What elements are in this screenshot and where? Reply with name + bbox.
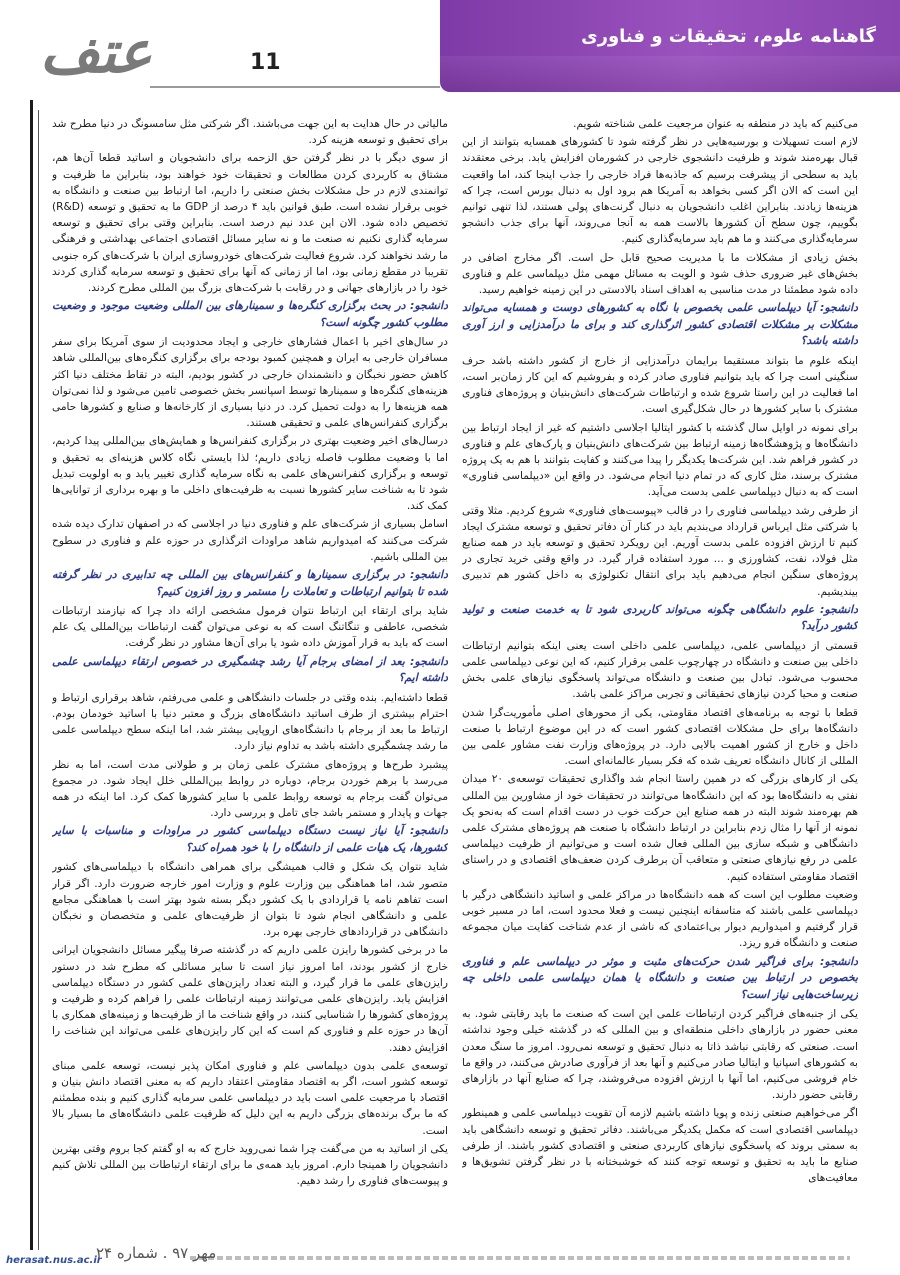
footer-dotted-bar — [190, 1256, 850, 1260]
interview-question: دانشجو: در بحث برگزاری کنگره‌ها و سمینارهای بین المللی وضعیت موجود و وضعیت مطلوب کشور چگونه است؟ — [52, 299, 448, 329]
source-credit: herasat.nus.ac.ir — [6, 1255, 102, 1266]
left-border-thin-line — [38, 110, 39, 1250]
magazine-title: گاهنامه علوم، تحقیقات و فناوری — [581, 26, 876, 47]
paragraph: اگر می‌خواهیم صنعتی زنده و پویا داشته باشیم لازمه آن تقویت دیپلماسی علمی و همینطور دیپلماسی اقتصادی است که مکمل یکدیگر می‌باشند. دفاتر تحقیق و توسعه دانشگاهی باید به سمتی بروند که پاسخگوی نیازهای کاربردی صنعتی و اقتصادی کشور باشند. از طرفی صنایع ما باید به تحقیق و توسعه توجه کنند که خوشبختانه با در نظر گرفتن تشویق‌ها و معافیت‌های — [462, 1107, 858, 1185]
interview-question: دانشجو: بعد از امضای برجام آیا رشد چشمگیری در خصوص ارتقاء دیپلماسی علمی داشته ایم؟ — [52, 654, 448, 685]
paragraph: وضعیت مطلوب این است که همه دانشگاه‌ها در مراکز علمی و اساتید دانشگاهی درگیر با دیپلماسی علمی باشند که متاسفانه اینچنین نیست و فعلا محدود است، اما در مسیر خوبی قرار گرفتیم و امیدواریم دیوار بی‌اعتمادی که ناشی از عدم شناخت کفایت میان مجموعه صنعت و دانشگاه فرو ریزد. — [462, 888, 858, 950]
issue-label: مهر ۹۷ . شماره ۲۴ — [96, 1244, 217, 1262]
interview-question: دانشجو: آیا دیپلماسی علمی بخصوص با نگاه به کشورهای دوست و همسایه می‌تواند مشکلات بر مشکلات اقتصادی کشور اثرگذاری کند و برای ما درآمدزایی و ارز آوری داشته باشد؟ — [462, 301, 858, 348]
interview-question: دانشجو: در برگزاری سمینارها و کنفرانس‌های بین المللی چه تدابیری در نظر گرفته شده تا بتوانیم ارتباطات و تعاملات را مستمر و روز افزون کنیم؟ — [52, 568, 448, 598]
paragraph: مالیاتی در حال هدایت به این جهت می‌باشند. اگر شرکتی مثل سامسونگ در دنیا مطرح شد برای تحقیق و توسعه هزینه کرد. — [52, 118, 448, 147]
paragraph: می‌کنیم که باید در منطقه به عنوان مرجعیت علمی شناخته شویم. — [573, 118, 858, 130]
interview-question: دانشجو: علوم دانشگاهی چگونه می‌تواند کاربردی شود تا به خدمت صنعت و تولید کشور درآید؟ — [462, 602, 858, 633]
paragraph: اسامل بسیاری از شرکت‌های علم و فناوری دنیا در اجلاسی که در اصفهان تدارک دیده شده شرکت می‌کنند که امیدواریم شاهد مراودات اثرگذاری در حوزه علم و فناوری در سطوح بین المللی باشیم. — [52, 518, 448, 563]
paragraph: بخش زیادی از مشکلات ما با مدیریت صحیح قابل حل است. اگر مخارج اضافی در بخش‌های غیر ضروری حذف شود و الویت به مسائل مهمی مثل دیپلماسی علم و فناوری داده شود مطمئنا در مدت مناسبی به اهداف اسناد بالادستی در این زمینه خواهیم رسید. — [462, 251, 858, 297]
paragraph: از طرفی رشد دیپلماسی فناوری را در قالب «پیوست‌های فناوری» شروع کردیم. مثلا وقتی با شرکتی مثل ایرباس قرارداد می‌بندیم باید در کنار آن دفاتر تحقیق و توسعه مشترک ایجاد کنیم تا ارزش افزوده علمی بدست آوریم. این رویکرد تحقیق و توسعه باید در همه صنایع مثل فولاد، نفت، کشاورزی و ... مورد استفاده قرار گیرد. در واقع وقتی خرید تجاری در پروژه‌های سنگین انجام می‌دهیم باید برای انتقال تکنولوژی به داخل کشور هم تدبیری بیندیشیم. — [462, 504, 858, 598]
paragraph: یکی از اساتید به من می‌گفت چرا شما نمی‌روید خارج که به او گفتم کجا بروم وقتی بهترین دانشجویان را همینجا دارم. امروز باید همه‌ی ما برای ارتقاء ارتباطات بین المللی تلاش کنیم و پیوست‌های فناوری را رشد دهیم. — [52, 1142, 448, 1188]
paragraph: اینکه علوم ما بتواند مستقیما برایمان درآمدزایی از خارج از کشور داشته باشد حرف سنگینی است چرا که باید بتوانیم فناوری صادر کرده و بفروشیم که این کار زمان‌بر است، اما فعالیت در این راستا شروع شده و ارتباطات شرکت‌های دانش‌بنیان و پروژه‌های فناوری مشترک با سایر کشورها در حال شکل‌گیری است. — [462, 354, 858, 416]
paragraph: ما در برخی کشورها رایزن علمی داریم که در گذشته صرفا پیگیر مسائل دانشجویان ایرانی خارج از کشور بودند، اما امروز نیاز است تا سایر مسائلی که مطرح شد در دستور رایزن‌های علمی ما قرار گیرد، و البته تعداد رایزن‌های علمی کشور در دستگاه دیپلماسی افزایش یابد. رایزن‌های علمی می‌توانند زمینه ارتباطات علمی را فراهم کرده و ظرفیت و پروژه‌های کشورها را شناسایی کنند، در واقع شناخت ما از ظرفیت‌ها و زمینه‌های همکاری با آن‌ها در حوزه علم و فناوری کم است که این کار رایزن‌های علمی می‌تواند این شناخت را افزایش دهند. — [52, 944, 448, 1054]
left-border-line — [30, 100, 33, 1250]
paragraph: برای نمونه در اوایل سال گذشته با کشور ایتالیا اجلاسی داشتیم که غیر از ایجاد ارتباط بین دانشگاه‌ها و پژوهشگاه‌ها زمینه ارتباط بین شرکت‌های دانش‌بنیان و پارک‌های علم و فناوری در کشور فراهم شد. این شرکت‌ها یکدیگر را پیدا می‌کنند و کفایت بتوانند با هم به یک پروژه مشترک برسند، مثل کاری که در تمام دنیا انجام می‌شود. در واقع این «دیپلماسی فناوری» است که به دنبال دیپلماسی علمی بدست می‌آید. — [462, 421, 858, 499]
paragraph: قسمتی از دیپلماسی علمی، دیپلماسی علمی داخلی است یعنی اینکه بتوانیم ارتباطات داخلی بین صنعت و دانشگاه در چهارچوب علمی برقرار کنیم، که این نوعی دیپلماسی علمی محسوب می‌شود. تبادل بین صنعت و دانشگاه می‌تواند پاسخگوی نیازهای علمی بخش صنعت و محیا کردن نیازهای تحقیقاتی و تجربی مراکز علمی باشد. — [462, 639, 858, 701]
paragraph: شاید برای ارتقاء این ارتباط نتوان فرمول مشخصی ارائه داد چرا که نیازمند ارتباطات شخصی، عاطفی و تنگاتنگ است که به نوعی می‌توان گفت ارتباطات بین‌المللی یک علم است که باید به قرار آموزش داده شود یا برای آن‌ها مشاور در نظر گرفت. — [52, 605, 448, 650]
interview-question: دانشجو: برای فراگیر شدن حرکت‌های مثبت و موثر در دیپلماسی علم و فناوری بخصوص در ارتباط بین صنعت و دانشگاه یا همان دیپلماسی علمی داخلی چه زیرساخت‌هایی نیاز است؟ — [462, 954, 858, 1001]
paragraph: لازم است تسهیلات و بورسیه‌هایی در نظر گرفته شود تا کشورهای همسایه بتوانند از این قبال بهره‌مند شوند و ظرفیت دانشجوی خارجی در کشورمان افزایش یابد. برخی معتقدند باید به سطحی از پیشرفت برسیم که جاذبه‌ها فراد خارجی را جذب اینجا کند، اما واقعیت این است که الان اگر کسی بخواهد به آمریکا هم برود اول به دنبال بورس است، چرا که هزینه‌ها زیادند. بنابراین اغلب دانشجویان به دنبال گرنت‌های پولی هستند، لذا تنهی توانیم بگوییم، چون سطح آن کشورها بالاست همه به آنجا می‌روند، آنها برای جذب دانشجو سرمایه‌گذاری می‌کنند و ما هم باید سرمایه‌گذاری کنیم. — [462, 136, 858, 246]
paragraph: توسعه‌ی علمی بدون دیپلماسی علم و فناوری امکان پذیر نیست، توسعه علمی مبنای توسعه کشور است، اگر به اقتصاد مقاومتی اعتقاد داریم که به معنی اقتصاد دانش بنیان و اقتصاد با مرجعیت علمی است باید در دیپلماسی علمی سرمایه گذاری کنیم و بنده مطمئنم که ما برگ برنده‌های بزرگی داریم به این دلیل که ظرفیت علمی دانشگاه‌های ما بسیار بالا است. — [52, 1059, 448, 1137]
header-rule — [150, 40, 440, 88]
page-number: 11 — [250, 50, 281, 75]
paragraph: پیشبرد طرح‌ها و پروژه‌های مشترک علمی زمان بر و طولانی مدت است، اما به نظر می‌رسد با برهم خوردن برجام، دوباره در روابط بین‌المللی خلل ایجاد شود. در مجموع می‌توان گفت برجام به توسعه روابط علمی با سایر کشورها کمک کرد. اما اینکه در همه جهات و پایدار و مستمر باشد جای تامل و بررسی دارد. — [52, 758, 448, 820]
paragraph: قطعا داشته‌ایم. بنده وقتی در جلسات دانشگاهی و علمی می‌رفتم، شاهد برقراری ارتباط و احترام بیشتری از طرف اساتید دانشگاه‌های بزرگ و معتبر دنیا با اساتید خودمان بودم. ارتباط ما بعد از برجام با دانشگاه‌های اروپایی بیشتر شد، اما اینکه سطح دیپلماسی علمی ما رشد چشمگیری داشته باشد به تداوم نیاز دارد. — [52, 691, 448, 753]
left-text-column — [52, 116, 448, 1236]
paragraph: درسال‌های اخیر وضعیت بهتری در برگزاری کنفرانس‌ها و همایش‌های بین‌المللی پیدا کردیم، اما با وضعیت مطلوب فاصله زیادی داریم؛ لذا بایستی نگاه کلاس هزینه‌ای به تحقیق و توسعه و برگزاری کنفرانس‌های علمی به نگاه سرمایه گذاری تغییر یابد و به اولویت تبدیل شود تا به شناخت سایر کشورها نسبت به ظرفیت‌های داخلی ما و بهره برداری از توانایی‌ها کمک کند. — [52, 435, 448, 513]
header-banner — [440, 0, 900, 92]
paragraph: در سال‌های اخیر با اعمال فشارهای خارجی و ایجاد محدودیت از سوی آمریکا برای سفر مسافران خارجی به ایران و همچنین کمبود بودجه برای برگزاری کنگره‌های بین‌المللی شاهد کاهش حضور نخبگان و دانشمندان خارجی در کشور بودیم، البته در تقاط مختلف دنیا اکثر هزینه‌های کنگره‌ها و سمینارها توسط اسپانسر بخش خصوصی تامین می‌شود و لذا نمی‌توان همه هزینه‌ها را به دولت تحمیل کرد. در دنیا بسیاری از کارخانه‌ها و صنایع و کشورها حامی برگزاری کنفرانس‌های علمی و تحقیقی هستند. — [52, 336, 448, 430]
paragraph: قطعا با توجه به برنامه‌های اقتصاد مقاومتی، یکی از محورهای اصلی مأموریت‌گرا شدن دانشگاه‌ها برای حل مشکلات اقتصادی کشور است که در این موضوع ارتباط با صنعت داخل و خارج از کشور اهمیت بالایی دارد. در پروژه‌های وزارت نفت مشاور علمی بین المللی از کانال دانشگاه تعریف شده که فکر بسیار عالمانه‌ای است. — [462, 706, 858, 768]
logo-text: عتف — [40, 18, 153, 86]
paragraph: یکی از جنبه‌های فراگیر کردن ارتباطات علمی این است که صنعت ما باید رقابتی شود. به معنی حضور در بازارهای داخلی منطقه‌ای و بین المللی که در گذشته خیلی وجود نداشته است. صنعتی که رقابتی نباشد ذاتا به دنبال تحقیق و توسعه نمی‌رود. امروز ما سنگ معدن به کشورهای اسپانیا و ایتالیا صادر می‌کنیم و آنها بعد از فرآوری صادرش می‌کنند، در واقع ما خام فروشی می‌کنیم، اما آنها با ارزش افزوده می‌فروشند، چرا که صنایع آنها در بازارهای رقابتی حضور دارند. — [462, 1008, 858, 1102]
paragraph: شاید نتوان یک شکل و قالب همیشگی برای همراهی دانشگاه با دیپلماسی‌های کشور متصور شد، اما هماهنگی بین وزارت علوم و وزارت امور خارجه ضرورت دارد. اگر قرار است تفاهم نامه یا قراردادی با یک کشور دیگر بسته شود بهتر است با هماهنگی مجامع علمی و دانشگاهی انجام شود تا بتوان از ظرفیت‌های علمی و متخصصان و نخبگان دانشگاهی در قراردادهای خارجی بهره برد. — [52, 861, 448, 939]
paragraph: یکی از کارهای بزرگی که در همین راستا انجام شد واگذاری تحقیقات توسعه‌ی ۲۰ میدان نفتی به دانشگاه‌ها بود که این دانشگاه‌ها می‌توانند در تحقیقات خود از مشاورین بین المللی هم بهره‌مند شوند البته در همه صنایع این حرکت خوب در دست اقدام است که به‌نحو یک نمونه از آنها را مثال زدم بنابراین در ارتباط دانشگاه با صنعت هم پروژه‌های مشترک علمی دانشگاهی و شبکه سازی بین المللی فعال شده است و می‌توانیم از ظرفیت دیپلماسی علمی در رفع نیازهای صنعتی و متعاقب آن برطرف کردن ضعف‌های اقتصادی و در راستای اقتصاد مقاومتی استفاده کنیم. — [462, 773, 858, 883]
paragraph: از سوی دیگر با در نظر گرفتن حق الزحمه برای دانشجویان و اساتید قطعا آن‌ها هم، مشتاق به کاربردی کردن مطالعات و تحقیقات خود خواهند بود، بنابراین ما ظرفیت و توانمندی لازم در حل مشکلات بخش صنعتی را داریم، اما ارتباط بین صنعت و دانشگاه به خوبی برقرار نشده است. طبق قوانین باید ۴ درصد از GDP ما به تحقیق و توسعه (R&D) تخصیص داده شود. الان این عدد نیم درصد است. بنابراین وقتی برای تحقیق و توسعه سرمایه گذاری نکنیم نه صنعت ما و نه سایر مسائل اقتصادی اجتماعی بهداشتی و فرهنگی ما رشد نخواهند کرد. شروع فعالیت شرکت‌های خودروسازی ایران با شرکت‌های کره جنوبی تقریبا در مقطع زمانی بود، اما از زمانی که آنها برای تحقیق و توسعه سرمایه گذاری کردند خود را در بازارهای جهانی و در رقابت با شرکت‌های بزرگ بین المللی مطرح کردند. — [52, 152, 448, 295]
right-text-column — [462, 116, 858, 1236]
interview-question: دانشجو: آیا نیاز نیست دستگاه دیپلماسی کشور در مراودات و مناسبات با سایر کشورها، یک هیات علمی از دانشگاه را با خود همراه کند؟ — [52, 824, 448, 854]
